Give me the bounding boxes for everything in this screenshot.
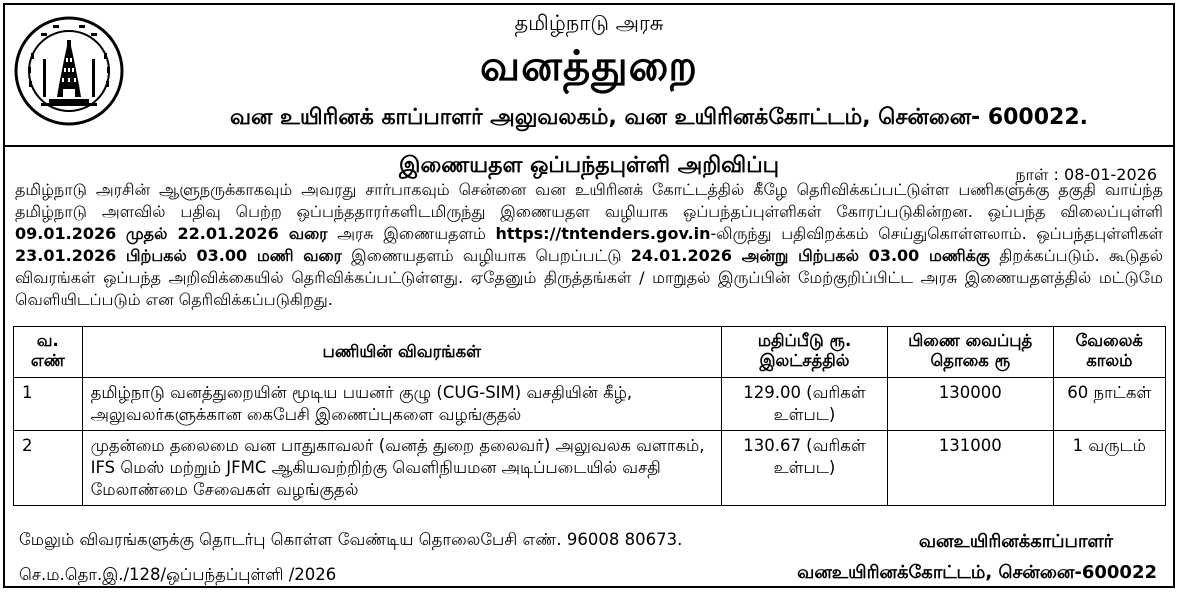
signatory-title: வனஉயிரினக்காப்பாளர் bbox=[918, 531, 1113, 552]
table-row bbox=[14, 431, 1166, 506]
para-text-3: அரசு இணையதளம் bbox=[327, 224, 496, 243]
date-from: 09.01.2026 bbox=[15, 224, 117, 243]
row-sno: 2 bbox=[14, 431, 83, 506]
notice-title: இணையதள ஒப்பந்தபுள்ளி அறிவிப்பு bbox=[399, 153, 779, 178]
works-table bbox=[13, 326, 1166, 506]
header-value bbox=[722, 327, 888, 378]
row-work: தமிழ்நாடு வனத்துறையின் மூடிய பயனர் குழு (CUG-SIM) வசதியின் கீழ், அலுவலர்களுக்கான கைபேசி இணைப்புகளை வழங்குதல் bbox=[82, 378, 721, 431]
header-period bbox=[1053, 327, 1165, 378]
table-header-row bbox=[14, 327, 1166, 378]
row-value: 130.67 (வரிகள் உள்பட) bbox=[722, 431, 888, 506]
submission-deadline: 23.01.2026 பிற்பகல் 03.00 மணி வரை bbox=[15, 246, 342, 265]
reference-number: செ.ம.தொ.இ./128/ஒப்பந்தப்புள்ளி /2026 bbox=[19, 565, 337, 584]
title-row bbox=[5, 147, 1173, 185]
header-work: பணியின் விவரங்கள் bbox=[82, 327, 721, 378]
signatory-office: வனஉயிரினக்கோட்டம், சென்னை-600022 bbox=[797, 562, 1157, 583]
table-row bbox=[14, 378, 1166, 431]
row-value: 129.00 (வரிகள் உள்பட) bbox=[722, 378, 888, 431]
para-text-1: தமிழ்நாடு அரசின் ஆளுநருக்காகவும் அவரது சார்பாகவும் சென்னை வன உயிரினக் கோட்டத்தில் கீழே தெரிவிக்கப்பட்டுள்ள பணிகளுக்கு தகுதி வாய்ந்த தமிழ்நாடு அளவில் பதிவு பெற்ற ஒப்பந்ததாரர்களிடமிருந்து இணையதள வழியாக ஒப்பந்தப்புள்ளிகள் கோரப்படுகின்றன. ஒப்பந்த விலைப்புள்ளி bbox=[15, 180, 1163, 221]
para-text-5: இணையதளம் வழியாக பெறப்பட்டு bbox=[341, 246, 631, 265]
row-emd: 130000 bbox=[887, 378, 1053, 431]
tender-notice-page bbox=[3, 3, 1175, 588]
row-work: முதன்மை தலைமை வன பாதுகாவலர் (வனத் துறை தலைவர்) அலுவலக வளாகம், IFS மெஸ் மற்றும் JFMC ஆகியவற்றிற்கு வெளிநியமன அடிப்படையில் வசதி மேலாண்மை சேவைகள் வழங்குதல் bbox=[82, 431, 721, 506]
date-to: முதல் 22.01.2026 வரை bbox=[125, 224, 328, 243]
header-sno-line1: வ. bbox=[36, 331, 59, 350]
row-period: 1 வருடம் bbox=[1053, 431, 1165, 506]
row-period: 60 நாட்கள் bbox=[1053, 378, 1165, 431]
website-link[interactable]: https://tntenders.gov.in bbox=[495, 224, 711, 243]
opening-time: 24.01.2026 அன்று பிற்பகல் 03.00 மணிக்கு bbox=[630, 246, 991, 265]
header-period-line2: காலம் bbox=[1086, 351, 1133, 370]
header-period-line1: வேலைக் bbox=[1075, 331, 1143, 350]
header-value-line1: மதிப்பீடு ரூ. bbox=[757, 331, 852, 350]
header-sno-line2: எண் bbox=[30, 351, 65, 370]
header bbox=[5, 5, 1173, 147]
department-name: வனத்துறை bbox=[479, 41, 699, 90]
header-emd-line1: பிணை வைப்புத் bbox=[908, 331, 1033, 350]
notice-date: நாள் : 08-01-2026 bbox=[1015, 165, 1157, 184]
header-sno bbox=[14, 327, 83, 378]
para-text-4: -லிருந்து பதிவிறக்கம் செய்துகொள்ளலாம். ஒப்பந்தபுள்ளிகள் bbox=[710, 224, 1163, 243]
notice-paragraph bbox=[5, 179, 1173, 311]
para-text-6: திறக்கப்படும். கூடுதல் விவரங்கள் ஒப்பந்த அறிவிக்கையில் தெரிவிக்கப்பட்டுள்ளது. ஏதேனும் திருத்தங்கள் / மாறுதல் இருப்பின் மேற்குறிப்பிட்ட அரசு இணையதளத்தில் மட்டுமே வெளியிடப்படும் என தெரிவிக்கப்படுகிறது. bbox=[15, 246, 1164, 309]
row-emd: 131000 bbox=[887, 431, 1053, 506]
header-value-line2: இலட்சத்தில் bbox=[759, 351, 850, 370]
header-emd-line2: தொகை ரூ bbox=[930, 351, 1011, 370]
contact-line: மேலும் விவரங்களுக்கு தொடர்பு கொள்ள வேண்டிய தொலைபேசி எண். 96008 80673. bbox=[19, 530, 683, 549]
office-address: வன உயிரினக் காப்பாளர் அலுவலகம், வன உயிரினக்கோட்டம், சென்னை- 600022. bbox=[229, 105, 1089, 130]
government-name: தமிழ்நாடு அரசு bbox=[514, 11, 664, 35]
header-emd bbox=[887, 327, 1053, 378]
row-sno: 1 bbox=[14, 378, 83, 431]
